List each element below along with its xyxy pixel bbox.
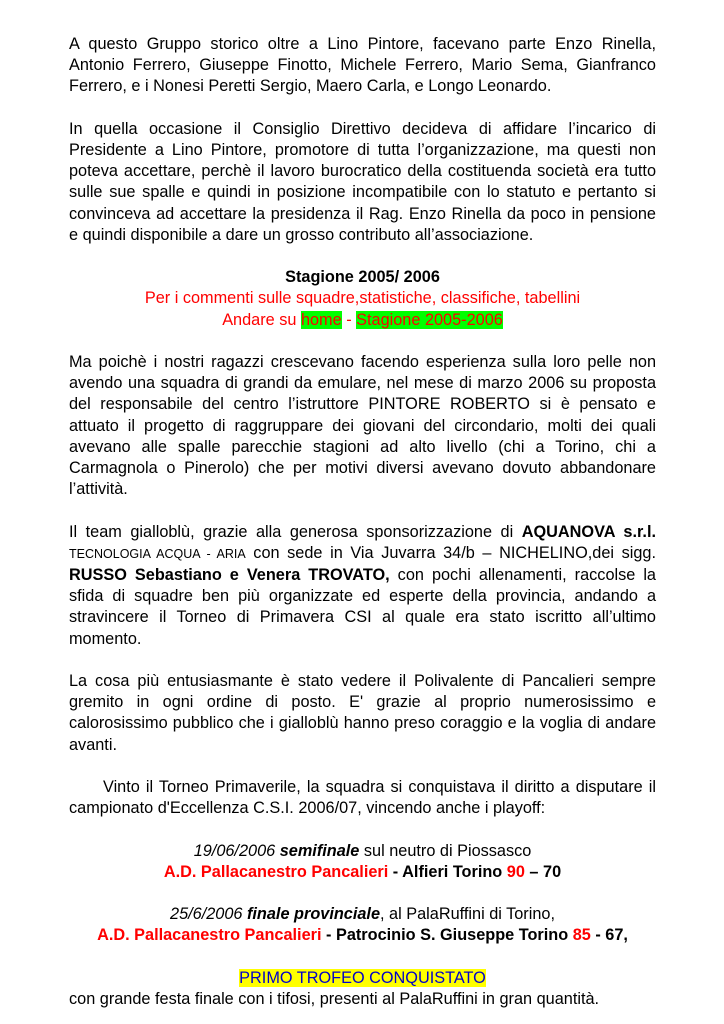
match1-home-team: A.D. Pallacanestro Pancalieri — [163, 862, 389, 881]
paragraph-tournament: Vinto il Torneo Primaverile, la squadra si conquistava il diritto a disputare il campionato d'Eccellenza C.S.I. 2006/07, vincendo anche i playoff: — [69, 778, 656, 818]
match1-date: 19/06/2006 — [193, 841, 276, 860]
paragraph-founders: A questo Gruppo storico oltre a Lino Pintore, facevano parte Enzo Rinella, Antonio Ferrero, Giuseppe Finotto, Michele Ferrero, Mario Sema, Gianfranco Ferrero, e i Nonesi Peretti Sergio, Maero Carla, e Longo Leonardo. — [69, 35, 656, 96]
trophy-line — [69, 968, 656, 989]
trophy-banner: PRIMO TROFEO CONQUISTATO — [239, 968, 486, 987]
season-comments-line: Per i commenti sulle squadre,statistiche, classifiche, tabellini — [144, 289, 581, 308]
match2-info — [69, 904, 656, 925]
sponsor-intro: Il team gialloblù, grazie alla generosa sponsorizzazione di — [69, 522, 522, 541]
document-page — [69, 34, 656, 1010]
match1-result — [69, 862, 656, 883]
match2-home-score: 85 — [572, 926, 591, 945]
match1-venue: sul neutro di Piossasco — [359, 841, 532, 860]
closing-line: con grande festa finale con i tifosi, presenti al PalaRuffini in gran quantità. — [69, 990, 600, 1008]
match2-date: 25/6/2006 — [170, 905, 243, 924]
goto-prefix: Andare su — [222, 310, 301, 329]
paragraph-sponsor — [69, 522, 656, 650]
match1-away-team: Alfieri Torino — [402, 862, 507, 881]
match2-stage: finale provinciale — [246, 905, 380, 924]
paragraph-project: Ma poichè i nostri ragazzi crescevano facendo esperienza sulla loro pelle non avendo una squadra di grandi da emulare, nel mese di marzo 2006 su proposta del responsabile del centro l’istruttore PINTORE ROBERTO si è pensato e attuato il progetto di raggruppare dei giovani del circondario, molti dei quali avevano alle spalle parecchie stagioni ad alto livello (chi a Torino, chi a Carmagnola o Pinerolo) che per motivi diversi avevano dovuto abbandonare l’attività. — [69, 353, 656, 499]
match1-sep: - — [388, 862, 403, 881]
sponsor-owners: RUSSO Sebastiano e Venera TROVATO, — [69, 566, 390, 585]
match2-venue: , al PalaRuffini di Torino, — [380, 905, 555, 924]
match2-score-sep: - — [590, 926, 606, 945]
sponsor-outcome: con pochi allenamenti, raccolse la sfida di squadre ben più organizzate ed esperte della provincia, andando a stravincere il Torneo di Primavera CSI al quale era stato iscritto all’ultimo momento. — [69, 566, 656, 648]
match1-home-score: 90 — [506, 862, 525, 881]
match1-stage: semifinale — [279, 841, 360, 860]
match2-result — [69, 925, 656, 946]
match2-away-score: 67 — [605, 926, 624, 945]
sponsor-name: AQUANOVA s.r.l. — [521, 522, 656, 541]
match1-score-sep: – — [524, 862, 544, 881]
paragraph-crowd: La cosa più entusiasmante è stato vedere il Polivalente di Pancalieri sempre gremito in ogni ordine di posto. E' grazie al proprio numerosissimo e calorosissimo pubblico che i gialloblù hanno preso coraggio e la voglia di andare avanti. — [69, 672, 656, 754]
match2-trail: , — [623, 926, 628, 945]
home-link[interactable]: home — [300, 310, 342, 329]
sponsor-description: TECNOLOGIA ACQUA - ARIA — [69, 546, 246, 561]
match2-away-team: Patrocinio S. Giuseppe Torino — [335, 926, 573, 945]
paragraph-board: In quella occasione il Consiglio Direttivo decideva di affidare l’incarico di Presidente a Lino Pintore, promotore di tutta l’organizzazione, ma questi non poteva accettare, perchè il lavoro burocratico della costituenda società era tutto sulle sue spalle e quindi in posizione incompatibile con lo statuto e pertanto si convinceva ad accettare la presidenza il Rag. Enzo Rinella da poco in pensione e quindi disponibile a dare un grosso contributo all’associazione. — [69, 119, 656, 244]
sponsor-address: con sede in Via Juvarra 34/b – NICHELINO,dei sigg. — [245, 543, 656, 562]
match2-home-team: A.D. Pallacanestro Pancalieri — [97, 926, 322, 945]
link-separator: - — [341, 310, 357, 329]
match2-sep: - — [321, 926, 336, 945]
season-link[interactable]: Stagione 2005-2006 — [356, 310, 503, 329]
season-title: Stagione 2005/ 2006 — [285, 268, 440, 287]
season-links-line — [69, 310, 656, 331]
match1-info — [69, 841, 656, 862]
match1-away-score: 70 — [543, 862, 562, 881]
